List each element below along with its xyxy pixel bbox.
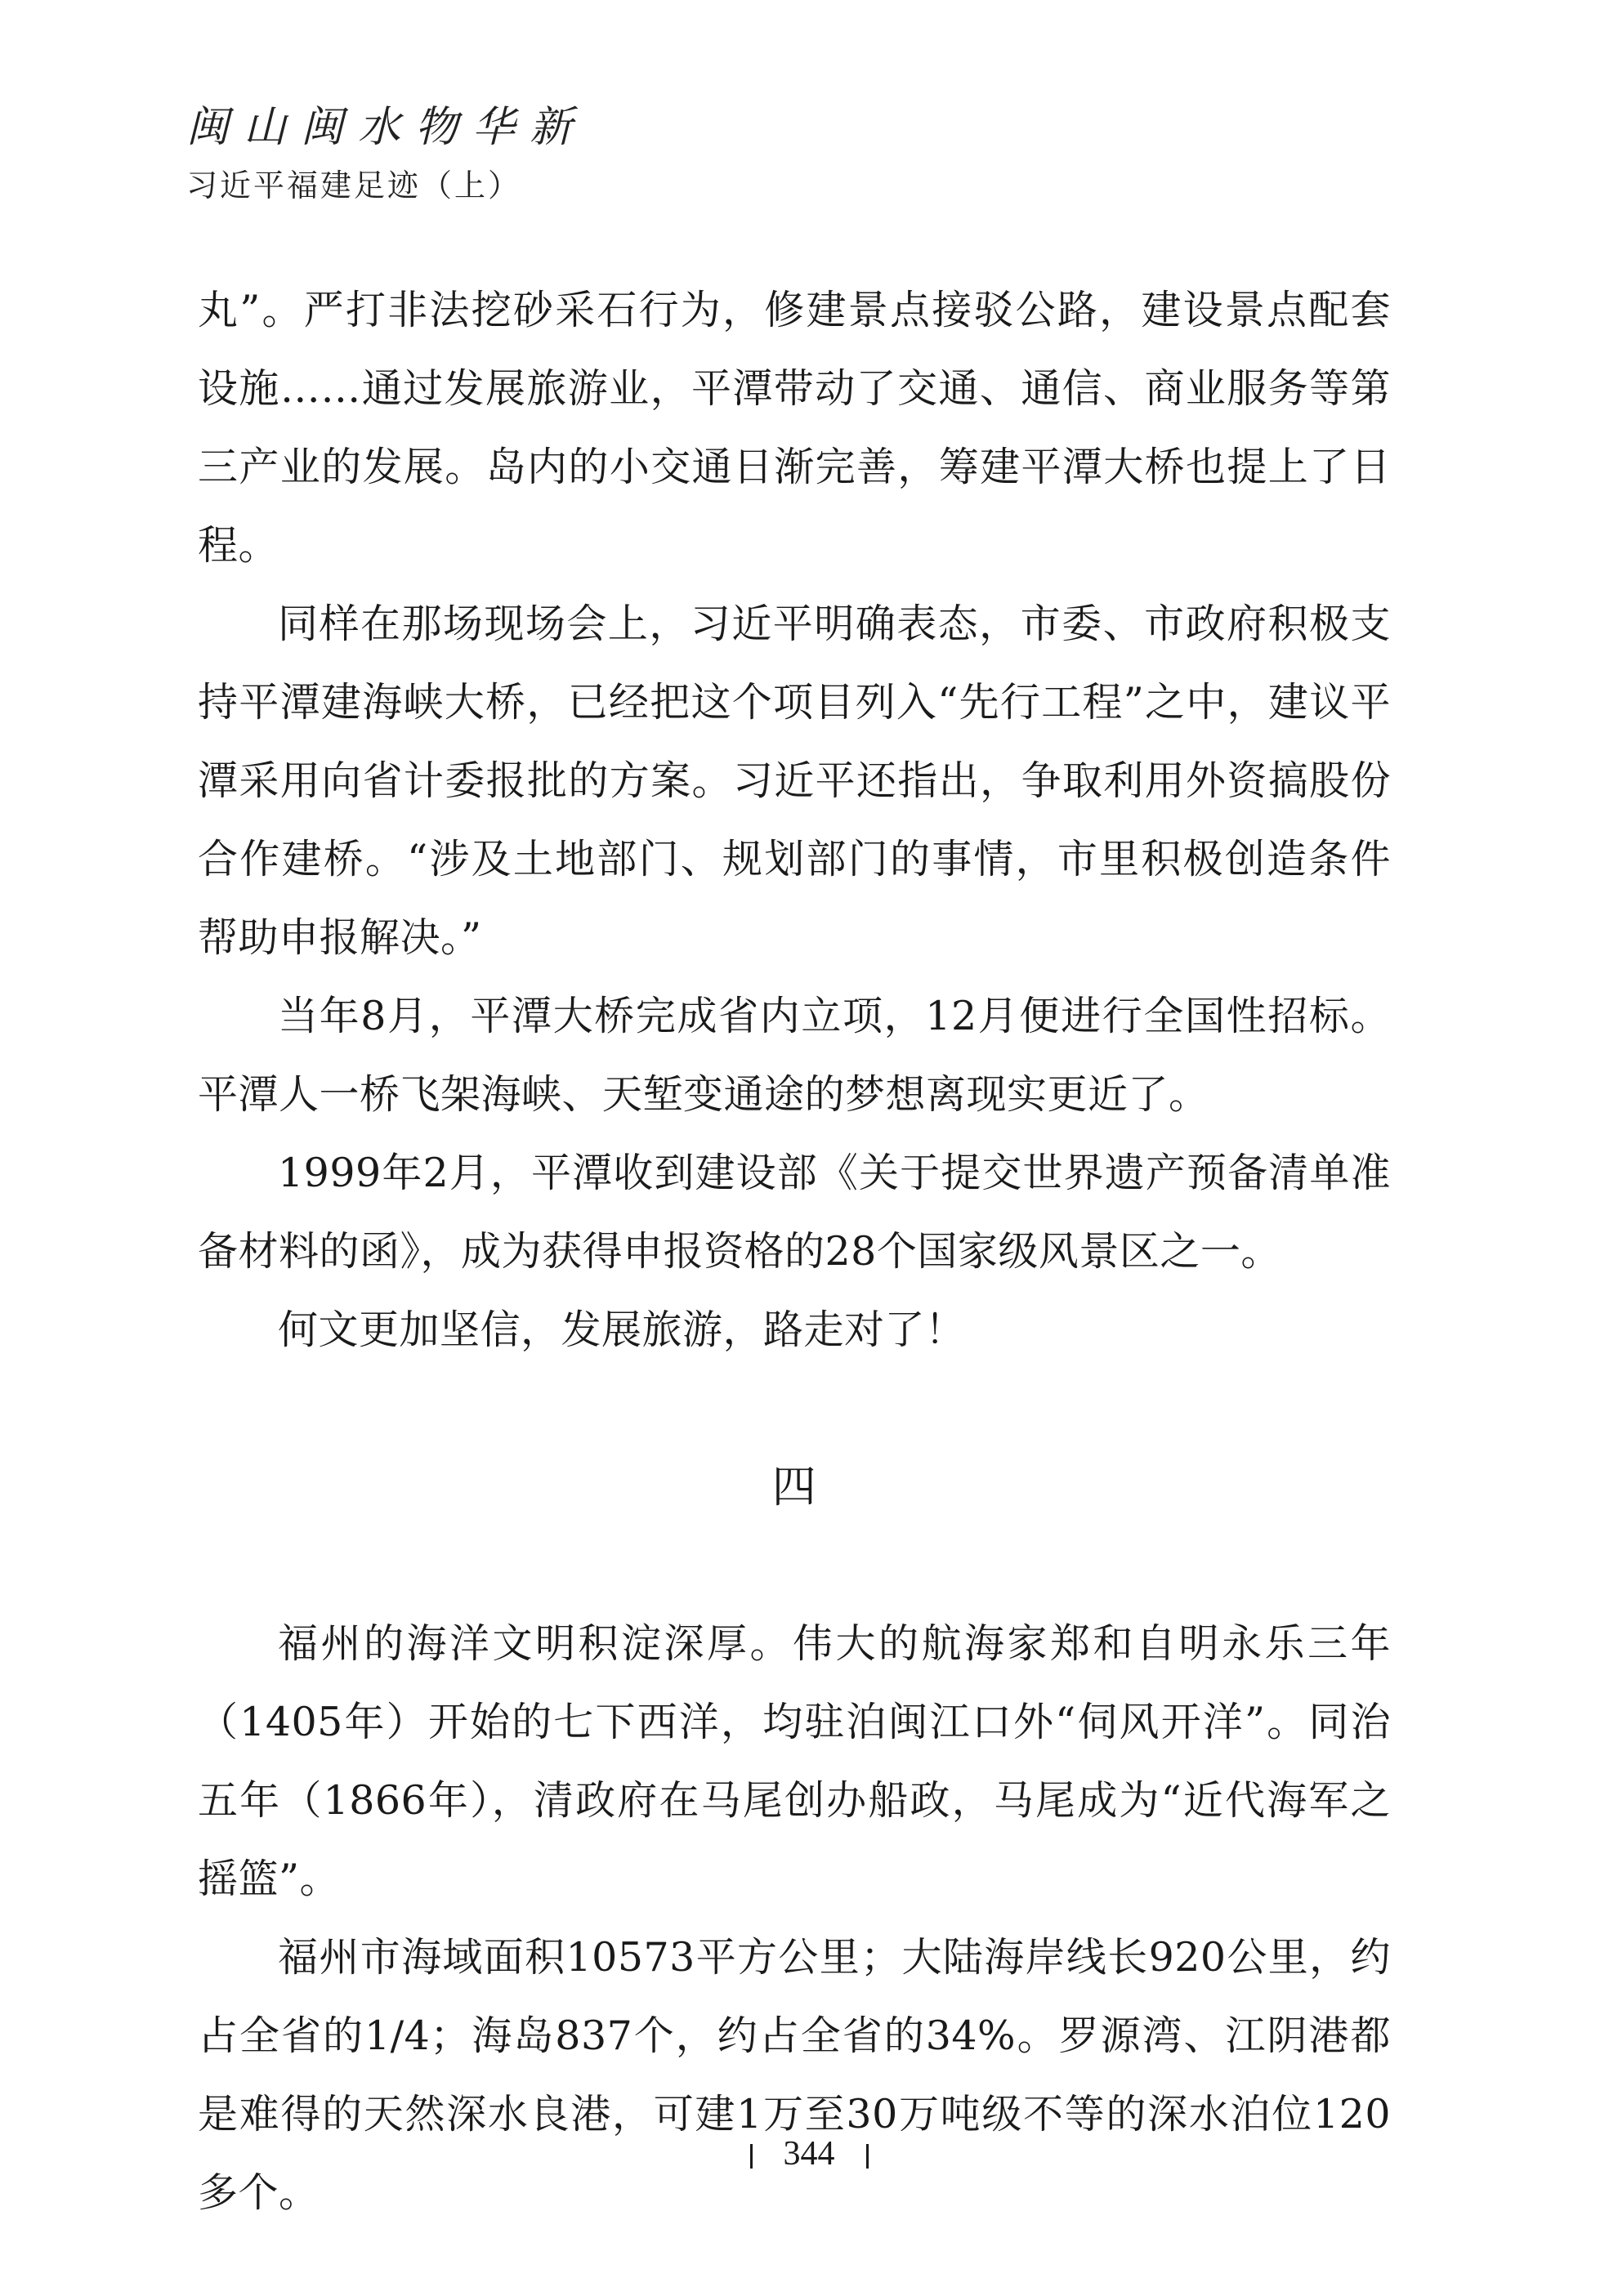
paragraph: 福州市海域面积10573平方公里；大陆海岸线长920公里，约占全省的1/4；海岛837个，约占全省的34%。罗源湾、江阴港都是难得的天然深水良港，可建1万至30万吨级不等的深水泊位120多个。 <box>198 1934 1391 2216</box>
page-number-value: 344 <box>783 2135 835 2173</box>
page-number <box>0 2137 1618 2171</box>
body-text <box>198 271 1391 2232</box>
paragraph: 1999年2月，平潭收到建设部《关于提交世界遗产预备清单准备材料的函》，成为获得申报资格的28个国家级风景区之一。 <box>198 1150 1391 1275</box>
book-subtitle: 习近平福建足迹（上） <box>186 168 522 203</box>
section-heading: 四 <box>771 1461 817 1512</box>
page-number-left-rule <box>750 2144 753 2169</box>
series-title: 闽山闽水物华新 <box>186 103 588 152</box>
paragraph: 当年8月，平潭大桥完成省内立项，12月便进行全国性招标。平潭人一桥飞架海峡、天堑变通途的梦想离现实更近了。 <box>198 993 1391 1118</box>
paragraph: 同样在那场现场会上，习近平明确表态，市委、市政府积极支持平潭建海峡大桥，已经把这个项目列入“先行工程”之中，建议平潭采用向省计委报批的方案。习近平还指出，争取利用外资搞股份合作建桥。“涉及土地部门、规划部门的事情，市里积极创造条件帮助申报解决。” <box>198 601 1391 961</box>
paragraph-continued: 丸”。严打非法挖砂采石行为，修建景点接驳公路，建设景点配套设施……通过发展旅游业，平潭带动了交通、通信、商业服务等第三产业的发展。岛内的小交通日渐完善，筹建平潭大桥也提上了日程。 <box>198 287 1391 569</box>
running-head <box>186 103 588 203</box>
paragraph: 福州的海洋文明积淀深厚。伟大的航海家郑和自明永乐三年（1405年）开始的七下西洋，均驻泊闽江口外“伺风开洋”。同治五年（1866年），清政府在马尾创办船政，马尾成为“近代海军之摇篮”。 <box>198 1620 1391 1902</box>
page-number-right-rule <box>866 2144 869 2169</box>
paragraph: 何文更加坚信，发展旅游，路走对了！ <box>278 1307 966 1353</box>
